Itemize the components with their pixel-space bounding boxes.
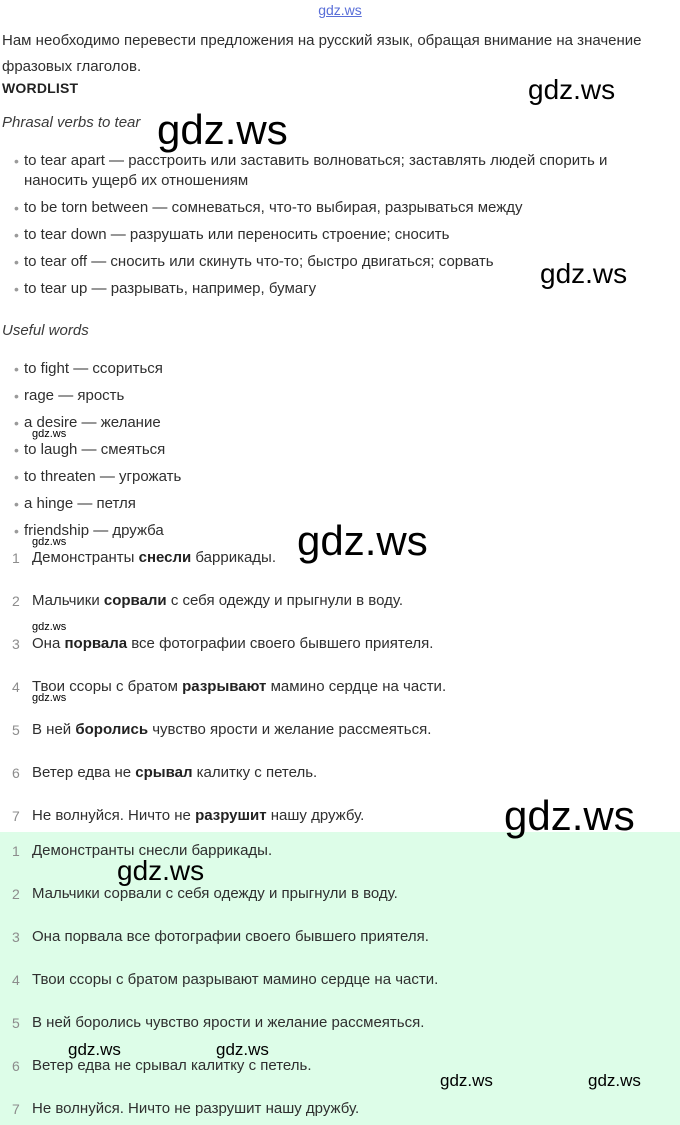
sentence-item: 4 Твои ссоры с братом разрывают мамино сердце на части. <box>12 678 447 695</box>
list-item: • to tear apart — расстроить или заставить волноваться; заставлять людей спорить и наносить ущерб их отношениям <box>14 152 608 189</box>
answer-number: 6 <box>12 1058 20 1074</box>
highlighted-verb: разрушит <box>195 807 267 824</box>
phrasal-verbs-title: Phrasal verbs to tear <box>2 114 141 131</box>
list-item: • to tear off — сносить или скинуть что-то; быстро двигаться; сорвать <box>14 253 494 270</box>
bullet-icon: • <box>14 254 19 270</box>
watermark: gdz.ws <box>504 792 635 839</box>
wordlist-heading: WORDLIST <box>2 80 79 96</box>
list-item: • rage — ярость <box>14 387 125 404</box>
bullet-icon: • <box>14 469 19 485</box>
answer-item: 5 В ней боролись чувство ярости и желание рассмеяться. <box>12 1014 425 1031</box>
answer-number: 5 <box>12 1015 20 1031</box>
highlighted-verb: срывал <box>135 764 193 781</box>
watermark: gdz.ws <box>32 692 67 704</box>
sentence-item: 1 Демонстранты снесли баррикады. <box>12 549 277 566</box>
highlighted-verb: снесли <box>138 549 192 566</box>
list-item: • to tear up — разрывать, например, бумагу <box>14 280 317 297</box>
answer-item: 6 Ветер едва не срывал калитку с петель. <box>12 1057 312 1074</box>
watermark: gdz.ws <box>216 1040 269 1059</box>
bullet-icon: • <box>14 442 19 458</box>
sentence-number: 5 <box>12 722 20 738</box>
watermark: gdz.ws <box>32 536 67 548</box>
highlighted-verb: сорвали <box>103 592 167 609</box>
task-instructions: Нам необходимо перевести предложения на русский язык, обращая внимание на значение фразовых глаголов. <box>2 32 642 75</box>
list-item: • a desire — желание <box>14 414 161 431</box>
useful-words-list <box>2 359 672 541</box>
site-logo-link[interactable]: gdz.ws <box>318 2 362 18</box>
answer-item: 2 Мальчики сорвали с себя одежду и прыгнули в воду. <box>12 885 398 902</box>
sentence-number: 3 <box>12 636 20 652</box>
list-item: • to be torn between — сомневаться, что-то выбирая, разрываться между <box>14 199 523 216</box>
bullet-icon: • <box>14 153 19 169</box>
sentence-number: 2 <box>12 593 20 609</box>
sentence-number: 4 <box>12 679 20 695</box>
bullet-icon: • <box>14 496 19 512</box>
highlighted-verb: боролись <box>75 721 149 738</box>
bullet-icon: • <box>14 200 19 216</box>
answer-number: 4 <box>12 972 20 988</box>
watermark: gdz.ws <box>297 517 428 564</box>
bullet-icon: • <box>14 523 19 539</box>
answer-number: 2 <box>12 886 20 902</box>
list-item: • to threaten — угрожать <box>14 468 182 485</box>
sentence-item: 3 Она порвала все фотографии своего бывшего приятеля. <box>12 635 434 652</box>
watermark: gdz.ws <box>32 621 67 633</box>
sentence-number: 1 <box>12 550 20 566</box>
watermark: gdz.ws <box>528 74 616 105</box>
watermark: gdz.ws <box>540 258 628 289</box>
bullet-icon: • <box>14 227 19 243</box>
sentence-item: 6 Ветер едва не срывал калитку с петель. <box>12 764 318 781</box>
list-item: • a hinge — петля <box>14 495 136 512</box>
answer-item: 7 Не волнуйся. Ничто не разрушит нашу дружбу. <box>12 1100 360 1117</box>
watermark: gdz.ws <box>440 1071 493 1090</box>
watermark: gdz.ws <box>32 428 67 440</box>
list-item: • to tear down — разрушать или переносить строение; сносить <box>14 226 450 243</box>
answer-number: 3 <box>12 929 20 945</box>
answer-item: 3 Она порвала все фотографии своего бывшего приятеля. <box>12 928 429 945</box>
highlighted-verb: разрывают <box>182 678 267 695</box>
watermark: gdz.ws <box>117 855 205 886</box>
bullet-icon: • <box>14 361 19 377</box>
list-item: • to laugh — смеяться <box>14 441 166 458</box>
sentence-item: 2 Мальчики сорвали с себя одежду и прыгнули в воду. <box>12 592 404 609</box>
useful-words-title: Useful words <box>2 322 89 339</box>
highlighted-verb: порвала <box>64 635 128 652</box>
answer-item: 4 Твои ссоры с братом разрывают мамино сердце на части. <box>12 971 439 988</box>
sentence-number: 6 <box>12 765 20 781</box>
watermark: gdz.ws <box>588 1071 641 1090</box>
bullet-icon: • <box>14 388 19 404</box>
answer-item: 1 Демонстранты снесли баррикады. <box>12 842 273 859</box>
list-item: • to fight — ссориться <box>14 360 163 377</box>
sentence-item: 5 В ней боролись чувство ярости и желание рассмеяться. <box>12 721 432 738</box>
answer-number: 1 <box>12 843 20 859</box>
watermark: gdz.ws <box>157 106 288 153</box>
sentence-item: 7 Не волнуйся. Ничто не разрушит нашу дружбу. <box>12 807 365 824</box>
list-item: • friendship — дружба <box>14 522 164 539</box>
sentence-number: 7 <box>12 808 20 824</box>
answer-number: 7 <box>12 1101 20 1117</box>
bullet-icon: • <box>14 281 19 297</box>
watermark: gdz.ws <box>68 1040 121 1059</box>
bullet-icon: • <box>14 415 19 431</box>
